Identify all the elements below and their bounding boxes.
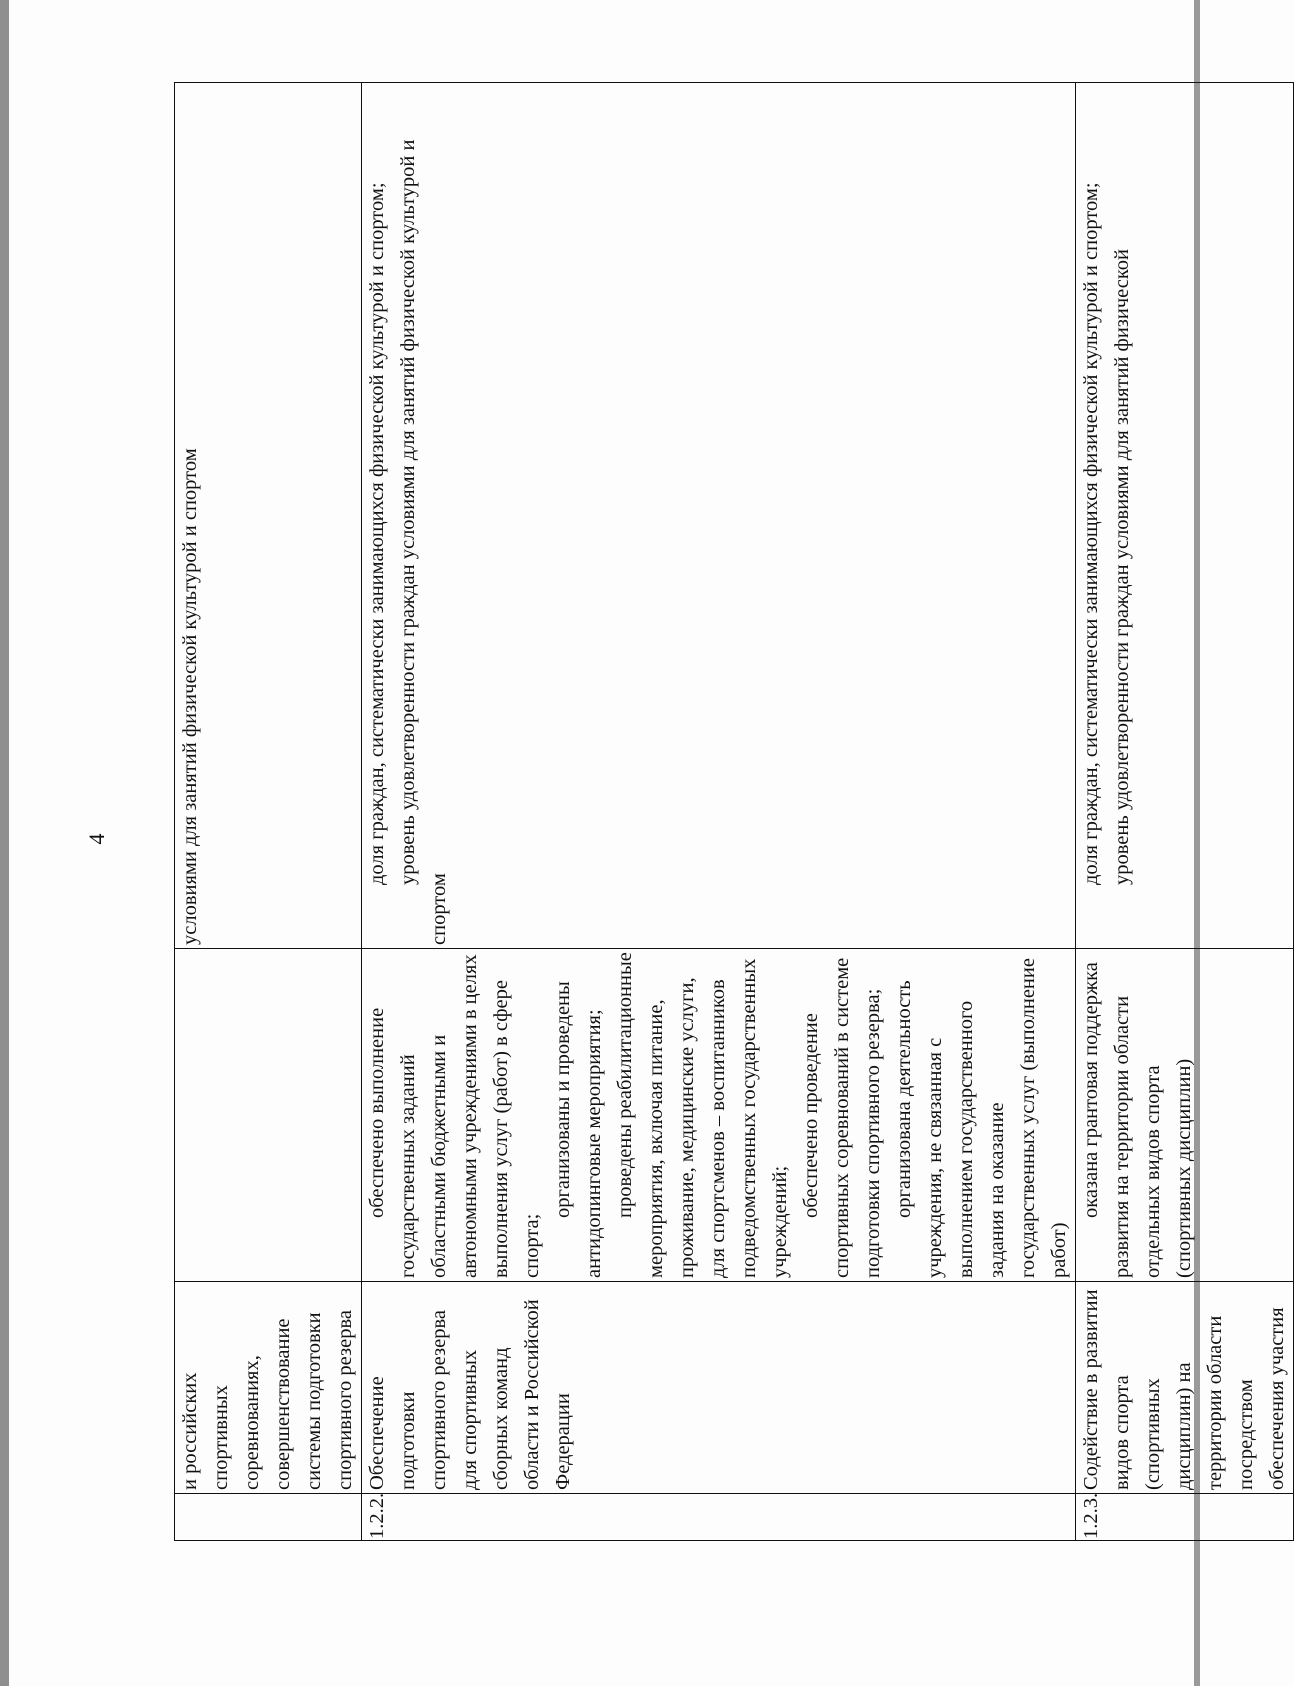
row-number-cell	[175, 1494, 362, 1541]
results-cell	[175, 949, 362, 1282]
row-number-cell: 1.2.2.	[362, 1494, 1076, 1541]
task-cell: и российских спортивных соревнованиях, совершенствование системы подготовки спортивного резерва	[175, 1282, 362, 1494]
table-row	[175, 83, 362, 1541]
rotated-table-sheet	[174, 107, 1288, 1541]
task-cell: Содействие в развитии видов спорта (спортивных дисциплин) на территории области посредством обеспечения участия	[1076, 1282, 1294, 1494]
results-cell	[1076, 949, 1294, 1282]
indicator-text: уровень удовлетворенности граждан условиями для занятий физической культурой и спортом	[397, 139, 450, 945]
result-item: проведены реабилитационные мероприятия, включая питание, проживание, медицинские услуги, для спортсменов – воспитанников подведомственных государственных учреждений;	[614, 952, 791, 1278]
result-item: организована деятельность учреждения, не связанная с выполнением государственного задания на оказание государственных услуг (выполнение работ)	[893, 958, 1070, 1278]
result-item: организованы и проведены антидопинговые мероприятия;	[552, 981, 605, 1278]
indicator-text: доля граждан, систематически занимающихся физической культурой и спортом;	[366, 182, 388, 885]
results-cell	[362, 949, 1076, 1282]
indicators-cell	[1076, 83, 1294, 949]
program-table	[174, 82, 1294, 1541]
row-number-cell: 1.2.3.	[1076, 1494, 1294, 1541]
indicator-text: доля граждан, систематически занимающихся физической культурой и спортом;	[1080, 182, 1102, 885]
indicators-cell	[362, 83, 1076, 949]
indicators-cell	[175, 83, 362, 949]
table-row	[362, 83, 1076, 1541]
result-item: обеспечено выполнение государственных заданий областными бюджетными и автономными учреждениями в целях выполнения услуг (работ) в сфере спорта;	[366, 954, 543, 1278]
scan-edge-left	[0, 0, 9, 1686]
indicator-text: условиями для занятий физической культурой и спортом	[179, 448, 201, 945]
page-number: 4	[84, 833, 109, 845]
result-item: обеспечено проведение спортивных соревнований в системе подготовки спортивного резерва;	[800, 957, 884, 1278]
task-cell: Обеспечение подготовки спортивного резерва для спортивных сборных команд области и Российской Федерации	[362, 1282, 1076, 1494]
indicator-text: уровень удовлетворенности граждан условиями для занятий физической	[1111, 248, 1133, 885]
table-row	[1076, 83, 1294, 1541]
result-item: оказана грантовая поддержка развития на территории области отдельных видов спорта (спортивных дисциплин)	[1080, 962, 1195, 1278]
